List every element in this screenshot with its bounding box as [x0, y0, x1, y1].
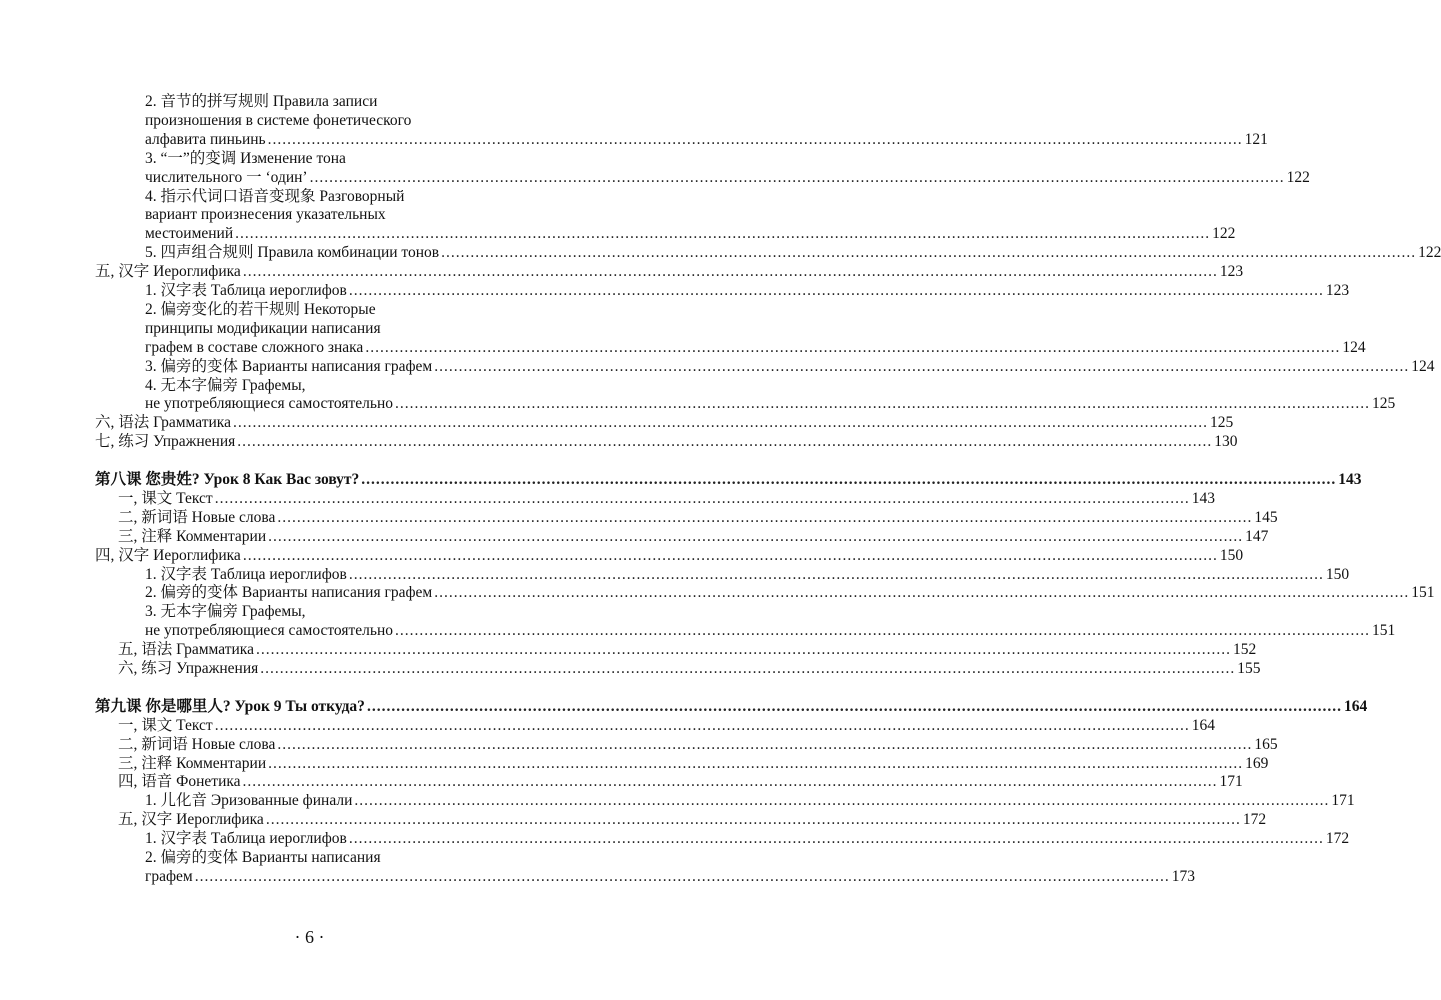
toc-entry-title: 1. 儿化音 Эризованные финали: [145, 792, 353, 810]
toc-entry-title: не употребляющиеся самостоятельно: [145, 395, 393, 413]
toc-entry-title: графем в составе сложного знака: [145, 338, 364, 356]
dot-leader: ........................................................................................................................................................................................................: [395, 622, 1370, 640]
toc-entry-title: 1. 汉字表 Таблица иероглифов: [145, 282, 347, 299]
dot-leader: ........................................................................................................................................................................................................: [214, 716, 1190, 734]
toc-entry-title: 六, 语法 Грамматика: [95, 414, 231, 432]
toc-entry-page: 122: [1286, 168, 1310, 186]
dot-leader: ........................................................................................................................................................................................................: [354, 792, 1330, 810]
dot-leader: ........................................................................................................................................................................................................: [309, 168, 1285, 186]
toc-entry-title: 1. 汉字表 Таблица иероглифов: [145, 565, 347, 583]
page-number: · 6 ·: [294, 927, 325, 947]
toc-entry-title: 二, 新词语 Новые слова: [118, 508, 276, 526]
toc-entry-title: числительного 一 ‘один’: [145, 168, 308, 186]
dot-leader: ........................................................................................................................................................................................................: [255, 641, 1231, 659]
toc-entry-title: 2. 偏旁变化的若干规则 Некоторые: [145, 300, 376, 318]
toc-entry: [145, 866, 1195, 888]
toc-entry-title: 五, 汉字 Иероглифика: [95, 263, 241, 281]
toc-entry-title: 六, 练习 Упражнения: [118, 660, 259, 677]
toc-entry-title: не употребляющиеся самостоятельно: [145, 622, 393, 640]
dot-leader: ........................................................................................................................................................................................................: [242, 263, 1218, 281]
toc-entry-title: 四, 语音 Фонетика: [118, 773, 241, 791]
toc-entry-page: 121: [1244, 130, 1268, 148]
dot-leader: ........................................................................................................................................................................................................: [365, 338, 1341, 356]
dot-leader: ........................................................................................................................................................................................................: [348, 830, 1324, 848]
dot-leader: ........................................................................................................................................................................................................: [348, 282, 1324, 299]
toc-entry-title: 4. 指示代词口语音变现象 Разговорный: [145, 187, 405, 205]
toc-entry-page: 143: [1338, 471, 1362, 488]
toc-entry-title: 五, 汉字 Иероглифика: [118, 811, 264, 829]
toc-entry-page: 130: [1214, 433, 1238, 451]
dot-leader: ........................................................................................................................................................................................................: [242, 773, 1218, 791]
toc-entry-page: 152: [1232, 641, 1257, 659]
toc-entry-page: 155: [1237, 660, 1261, 677]
dot-leader: ........................................................................................................................................................................................................: [235, 225, 1211, 243]
dot-leader: ........................................................................................................................................................................................................: [361, 471, 1337, 488]
toc-entry-title: местоимений: [145, 225, 234, 243]
toc-entry-page: 171: [1219, 773, 1243, 791]
toc-entry-title: алфавита пиньинь: [145, 130, 266, 148]
toc-entry-title: 五, 语法 Грамматика: [118, 641, 254, 659]
toc-entry-title: 2. 偏旁的变体 Варианты написания: [145, 849, 381, 866]
toc-entry-page: 124: [1342, 338, 1366, 356]
toc-entry-title: 第九课 你是哪里人? Урок 9 Ты откуда?: [95, 697, 365, 715]
dot-leader: ........................................................................................................................................................................................................: [260, 660, 1236, 677]
dot-leader: ........................................................................................................................................................................................................: [268, 527, 1244, 545]
toc-entry-title: 七, 练习 Упражнения: [95, 433, 236, 451]
dot-leader: ........................................................................................................................................................................................................: [441, 244, 1417, 262]
toc-entry-title: произношения в системе фонетического: [145, 111, 412, 129]
toc-entry: [118, 658, 1261, 680]
toc-entry-title: 5. 四声组合规则 Правила комбинации тонов: [145, 244, 440, 262]
toc-entry-title: 1. 汉字表 Таблица иероглифов: [145, 830, 347, 848]
dot-leader: ........................................................................................................................................................................................................: [395, 395, 1370, 413]
dot-leader: ........................................................................................................................................................................................................: [277, 735, 1253, 753]
toc-entry-title: 3. 偏旁的变体 Варианты написания графем: [145, 357, 433, 375]
dot-leader: ........................................................................................................................................................................................................: [366, 697, 1342, 715]
toc-entry-title: 3. 无本字偏旁 Графемы,: [145, 603, 306, 621]
toc-entry-page: 123: [1325, 282, 1350, 299]
toc-entry-page: 123: [1219, 263, 1244, 281]
dot-leader: ........................................................................................................................................................................................................: [267, 130, 1243, 148]
toc-entry: [95, 431, 1238, 453]
dot-leader: ........................................................................................................................................................................................................: [194, 867, 1170, 885]
toc-entry-title: 二, 新词语 Новые слова: [118, 735, 276, 753]
dot-leader: ........................................................................................................................................................................................................: [237, 433, 1213, 451]
dot-leader: ........................................................................................................................................................................................................: [232, 414, 1208, 432]
toc-entry-title: 2. 偏旁的变体 Варианты написания графем: [145, 584, 433, 602]
toc-entry-title: вариант произнесения указательных: [145, 206, 386, 224]
toc-entry-page: 173: [1171, 867, 1195, 885]
toc-entry-title: 四, 汉字 Иероглифика: [95, 546, 241, 564]
dot-leader: ........................................................................................................................................................................................................: [348, 565, 1324, 583]
toc-entry-title: 2. 音节的拼写规则 Правила записи: [145, 93, 378, 110]
toc-entry-title: 三, 注释 Комментарии: [118, 754, 267, 772]
toc-entry-title: 第八课 您贵姓? Урок 8 Как Вас зовут?: [95, 471, 360, 488]
toc-entry-page: 164: [1343, 697, 1368, 715]
toc-entry-title: графем: [145, 867, 193, 885]
toc-entry-page: 125: [1209, 414, 1234, 432]
toc-entry-page: 147: [1245, 527, 1269, 545]
toc-entry-page: 150: [1325, 565, 1350, 583]
dot-leader: ........................................................................................................................................................................................................: [265, 811, 1241, 829]
toc-entry-page: 164: [1191, 716, 1215, 734]
toc-entry-page: 151: [1411, 584, 1435, 602]
dot-leader: ........................................................................................................................................................................................................: [268, 754, 1244, 772]
dot-leader: ........................................................................................................................................................................................................: [434, 357, 1410, 375]
toc-entry-page: 172: [1325, 830, 1350, 848]
toc-entry-page: 165: [1254, 735, 1278, 753]
toc-entry-page: 122: [1418, 244, 1441, 262]
toc-entry-page: 171: [1331, 792, 1355, 810]
toc-entry-page: 125: [1372, 395, 1396, 413]
toc-entry-page: 124: [1411, 357, 1435, 375]
toc-entry-title: 一, 课文 Текст: [118, 716, 213, 734]
toc-entry-page: 172: [1242, 811, 1267, 829]
toc-entry-title: 4. 无本字偏旁 Графемы,: [145, 376, 306, 394]
toc-entry-page: 151: [1372, 622, 1396, 640]
dot-leader: ........................................................................................................................................................................................................: [277, 508, 1253, 526]
toc-entry-title: 三, 注释 Комментарии: [118, 527, 267, 545]
toc-entry-title: принципы модификации написания: [145, 319, 381, 337]
toc-entry-title: 3. “一”的变调 Изменение тона: [145, 149, 346, 167]
toc-entry-page: 143: [1191, 489, 1215, 507]
dot-leader: ........................................................................................................................................................................................................: [214, 489, 1190, 507]
toc-entry-page: 122: [1212, 225, 1236, 243]
toc-entry-title: 一, 课文 Текст: [118, 489, 213, 507]
dot-leader: ........................................................................................................................................................................................................: [434, 584, 1410, 602]
toc-entry-page: 150: [1219, 546, 1244, 564]
toc-entry-page: 169: [1245, 754, 1269, 772]
toc-entry-page: 145: [1254, 508, 1278, 526]
dot-leader: ........................................................................................................................................................................................................: [242, 546, 1218, 564]
